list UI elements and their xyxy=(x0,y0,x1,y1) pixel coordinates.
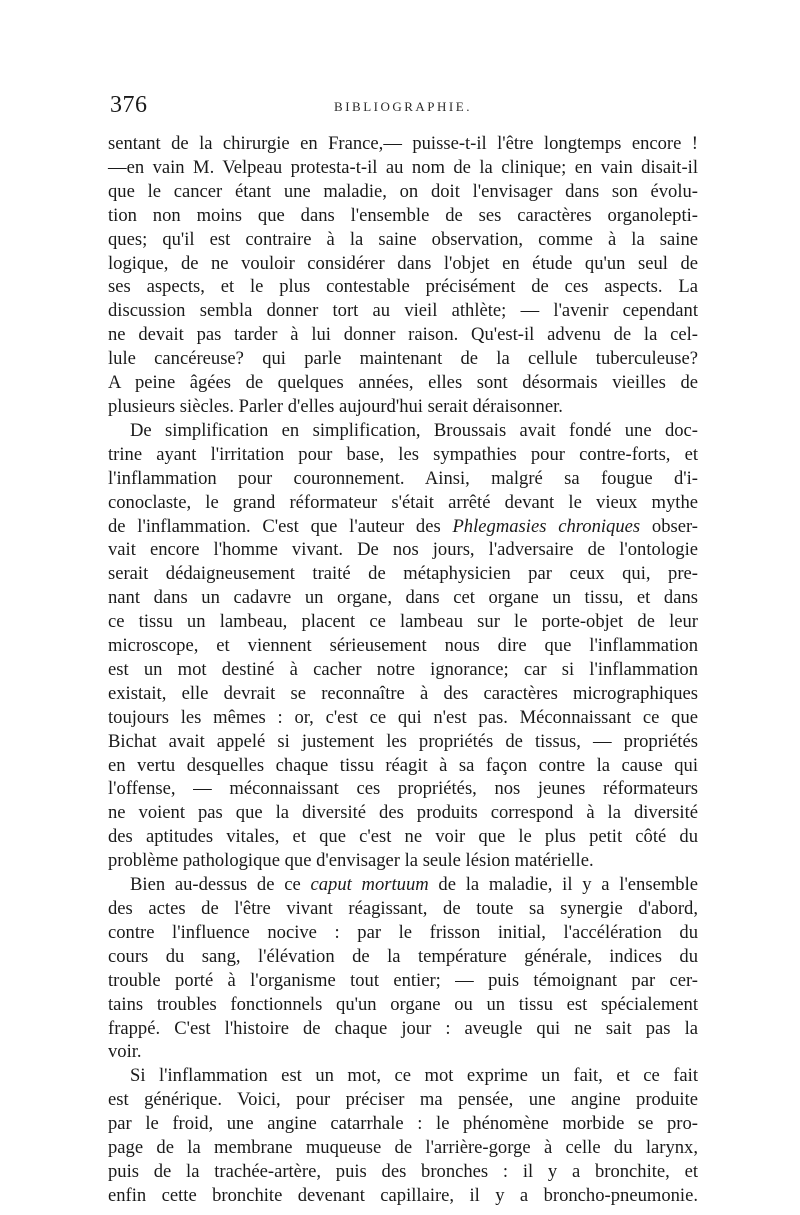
text-line: page de la membrane muqueuse de l'arrière-gorge à celle du larynx, xyxy=(108,1137,698,1159)
text-line: l'inflammation pour couronnement. Ainsi, malgré sa fougue d'i- xyxy=(108,467,698,489)
text-line: des aptitudes vitales, et que c'est ne voir que le plus petit côté du xyxy=(108,826,698,848)
text-line: trouble porté à l'organisme tout entier; — puis témoignant par cer- xyxy=(108,969,698,991)
text-line: vait encore l'homme vivant. De nos jours, l'adversaire de l'ontologie xyxy=(108,539,698,561)
text-segment: obser- xyxy=(640,515,698,537)
text-line: tion non moins que dans l'ensemble de ses caractères organolepti- xyxy=(108,204,698,226)
text-segment: de la maladie, il y a l'ensemble xyxy=(428,874,699,896)
paragraph xyxy=(108,1064,698,1207)
text-line: ne voient pas que la diversité des produits correspond à la diversité xyxy=(108,802,698,824)
text-line: ce tissu un lambeau, placent ce lambeau sur le porte-objet de leur xyxy=(108,611,698,633)
text-line: trine ayant l'irritation pour base, les sympathies pour contre-forts, et xyxy=(108,443,698,465)
italic-title: Phlegmasies chroniques xyxy=(452,515,641,537)
text-line: sentant de la chirurgie en France,— puisse-t-il l'être longtemps encore ! xyxy=(108,133,698,154)
paragraph xyxy=(108,132,698,419)
text-line: serait dédaigneusement traité de métaphysicien par ceux qui, pre- xyxy=(108,563,698,585)
text-line: discussion sembla donner tort au vieil athlète; — l'avenir cependant xyxy=(108,300,698,322)
text-line: ques; qu'il est contraire à la saine observation, comme à la saine xyxy=(108,228,698,250)
text-line: existait, elle devrait se reconnaître à des caractères micrographiques xyxy=(108,682,698,704)
paragraph xyxy=(108,873,698,1064)
text-line: Si l'inflammation est un mot, ce mot exprime un fait, et ce fait xyxy=(130,1065,698,1087)
text-line: contre l'influence nocive : par le frisson initial, l'accélération du xyxy=(108,921,698,943)
body-text xyxy=(108,132,698,1208)
text-line-with-italic xyxy=(108,515,698,539)
italic-phrase: caput mortuum xyxy=(310,874,429,896)
text-line: A peine âgées de quelques années, elles sont désormais vieilles de xyxy=(108,372,698,394)
text-line: que le cancer étant une maladie, on doit l'envisager dans son évolu- xyxy=(108,180,698,202)
paragraph xyxy=(108,419,698,873)
running-head: BIBLIOGRAPHIE. xyxy=(334,99,472,114)
text-line: en vertu desquelles chaque tissu réagit à sa façon contre la cause qui xyxy=(108,754,698,776)
text-line: enfin cette bronchite devenant capillaire, il y a broncho-pneumonie. xyxy=(108,1184,698,1206)
text-line: frappé. C'est l'histoire de chaque jour : aveugle qui ne sait pas la xyxy=(108,1017,698,1039)
text-line: cours du sang, l'élévation de la température générale, indices du xyxy=(108,945,698,967)
text-line: De simplification en simplification, Broussais avait fondé une doc- xyxy=(130,419,698,441)
text-line: tains troubles fonctionnels qu'un organe ou un tissu est spécialement xyxy=(108,993,698,1015)
text-line: des actes de l'être vivant réagissant, de toute sa synergie d'abord, xyxy=(108,898,698,919)
text-line: par le froid, une angine catarrhale : le phénomène morbide se pro- xyxy=(108,1113,698,1135)
text-line: logique, de ne vouloir considérer dans l'objet en étude qu'un seul de xyxy=(108,252,698,274)
text-line: ne devait pas tarder à lui donner raison. Qu'est-il advenu de la cel- xyxy=(108,324,698,346)
text-line: est générique. Voici, pour préciser ma pensée, une angine produite xyxy=(108,1089,698,1111)
text-line: ses aspects, et le plus contestable précisément de ces aspects. La xyxy=(108,276,698,298)
text-line: lule cancéreuse? qui parle maintenant de la cellule tuberculeuse? xyxy=(108,348,698,370)
book-page xyxy=(108,92,698,1208)
text-segment: Bien au-dessus de ce xyxy=(130,874,311,896)
text-line: voir. xyxy=(108,1041,142,1063)
page-header xyxy=(108,92,698,132)
text-line: est un mot destiné à cacher notre ignorance; car si l'inflammation xyxy=(108,658,698,680)
text-line: conoclaste, le grand réformateur s'était arrêté devant le vieux mythe xyxy=(108,491,698,513)
text-line: microscope, et viennent sérieusement nous dire que l'inflammation xyxy=(108,635,698,657)
text-segment: de l'inflammation. C'est que l'auteur des xyxy=(108,515,453,537)
text-line: —en vain M. Velpeau protesta-t-il au nom de la clinique; en vain disait-il xyxy=(108,156,698,178)
text-line: problème pathologique que d'envisager la seule lésion matérielle. xyxy=(108,850,594,872)
text-line: Bichat avait appelé si justement les propriétés de tissus, — propriétés xyxy=(108,730,698,752)
text-line: plusieurs siècles. Parler d'elles aujourd'hui serait déraisonner. xyxy=(108,395,563,417)
text-line: toujours les mêmes : or, c'est ce qui n'est pas. Méconnaissant ce que xyxy=(108,706,698,728)
text-line: l'offense, — méconnaissant ces propriétés, nos jeunes réformateurs xyxy=(108,778,698,800)
text-line-with-italic xyxy=(108,873,698,897)
page-number: 376 xyxy=(110,92,148,118)
text-line: nant dans un cadavre un organe, dans cet organe un tissu, et dans xyxy=(108,587,698,609)
text-line: puis de la trachée-artère, puis des bronches : il y a bronchite, et xyxy=(108,1160,698,1182)
